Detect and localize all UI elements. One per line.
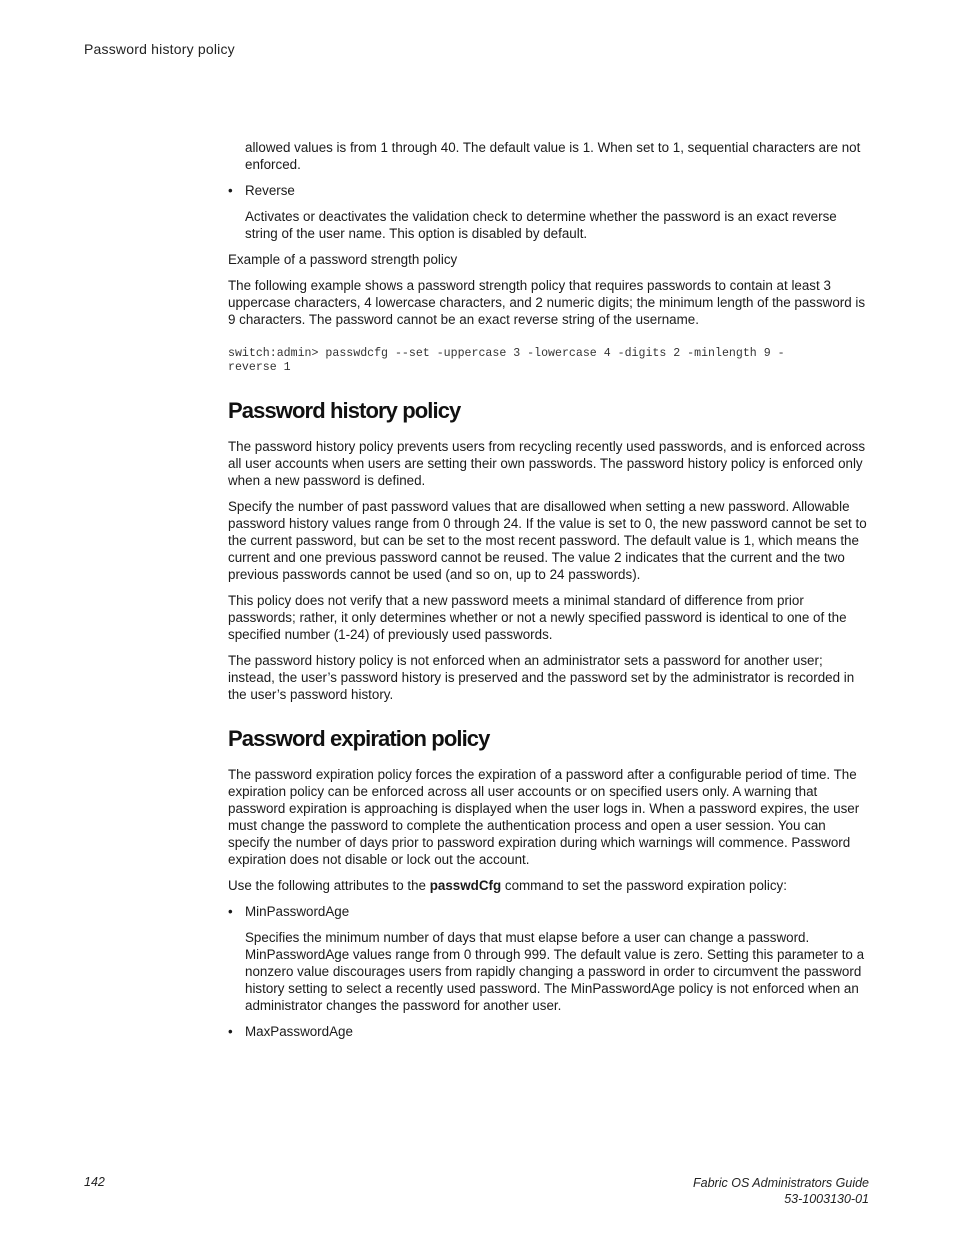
doc-number: 53-1003130-01 bbox=[784, 1192, 869, 1206]
running-header: Password history policy bbox=[84, 41, 235, 57]
page-number: 142 bbox=[84, 1175, 105, 1189]
bullet-label: Reverse bbox=[245, 183, 295, 198]
bullet-label: MaxPasswordAge bbox=[245, 1024, 353, 1039]
paragraph-history-3: This policy does not verify that a new password meets a minimal standard of difference from prior passwords; rather, it only determines whether or not a newly specified password is identical to one of the specified number (1-24) of previously used passwords. bbox=[228, 593, 847, 642]
footer-doc-info bbox=[693, 1175, 869, 1207]
bullet-dot: • bbox=[228, 904, 233, 919]
bullet-max-password-age bbox=[228, 1023, 870, 1040]
page-content bbox=[228, 139, 870, 1049]
bullet-dot: • bbox=[228, 183, 233, 198]
code-example: switch:admin> passwdcfg --set -uppercase 3 -lowercase 4 -digits 2 -minlength 9 - reverse 1 bbox=[228, 347, 785, 374]
command-name: passwdCfg bbox=[429, 878, 502, 893]
bullet-min-password-age bbox=[228, 903, 870, 920]
bullet-label: MinPasswordAge bbox=[245, 904, 350, 919]
paragraph-history-2: Specify the number of past password values that are disallowed when setting a new password. Allowable password history values range from 0 through 24. If the value is set to 0, the new password cannot be set to the current password, but can be set to the most recent password. The default value is 1, which means the current and one previous password cannot be reused. The value 2 indicates that the current and the two previous passwords cannot be used (and so on, up to 24 passwords). bbox=[228, 499, 867, 582]
text-segment: command to set the password expiration policy: bbox=[501, 878, 787, 893]
paragraph-history-4: The password history policy is not enforced when an administrator sets a password for another user; instead, the user’s password history is preserved and the password set by the administrator is recorded in the user’s password history. bbox=[228, 653, 855, 702]
paragraph-expiration-1: The password expiration policy forces the expiration of a password after a configurable period of time. The expiration policy can be enforced across all user accounts or on specified users only. A warning that password expiration is approaching is displayed when the user logs in. When a password expires, the user must change the password to complete the authentication process and open a user session. You can specify the number of days prior to password expiration during which warnings will commence. Password expiration does not disable or lock out the account. bbox=[228, 767, 860, 867]
heading-password-history: Password history policy bbox=[228, 398, 461, 423]
text-segment: Use the following attributes to the bbox=[228, 878, 430, 893]
doc-title: Fabric OS Administrators Guide bbox=[693, 1176, 869, 1190]
bullet-dot: • bbox=[228, 1024, 233, 1039]
paragraph-reverse-desc: Activates or deactivates the validation check to determine whether the password is an exact reverse string of the user name. This option is disabled by default. bbox=[245, 209, 837, 241]
bullet-reverse bbox=[228, 182, 870, 199]
paragraph-min-password-age-desc: Specifies the minimum number of days that must elapse before a user can change a password. MinPasswordAge values range from 0 through 999. The default value is zero. Setting this parameter to a nonzero value discourages users from rapidly changing a password in order to circumvent the password history setting to select a recently used password. The MinPasswordAge policy is not enforced when an administrator changes the password for another user. bbox=[245, 930, 865, 1013]
paragraph-example-desc: The following example shows a password strength policy that requires passwords to contain at least 3 uppercase characters, 4 lowercase characters, and 2 numeric digits; the minimum length of the password is 9 characters. The password cannot be an exact reverse string of the username. bbox=[228, 278, 866, 327]
heading-password-expiration: Password expiration policy bbox=[228, 726, 490, 751]
paragraph-sequential-continued: allowed values is from 1 through 40. The default value is 1. When set to 1, sequential characters are not enforced. bbox=[245, 140, 861, 172]
paragraph-expiration-2 bbox=[228, 877, 870, 894]
example-title: Example of a password strength policy bbox=[228, 252, 458, 267]
paragraph-history-1: The password history policy prevents users from recycling recently used passwords, and is enforced across all user accounts when users are setting their own passwords. The password history policy is enforced only when a new password is defined. bbox=[228, 439, 866, 488]
